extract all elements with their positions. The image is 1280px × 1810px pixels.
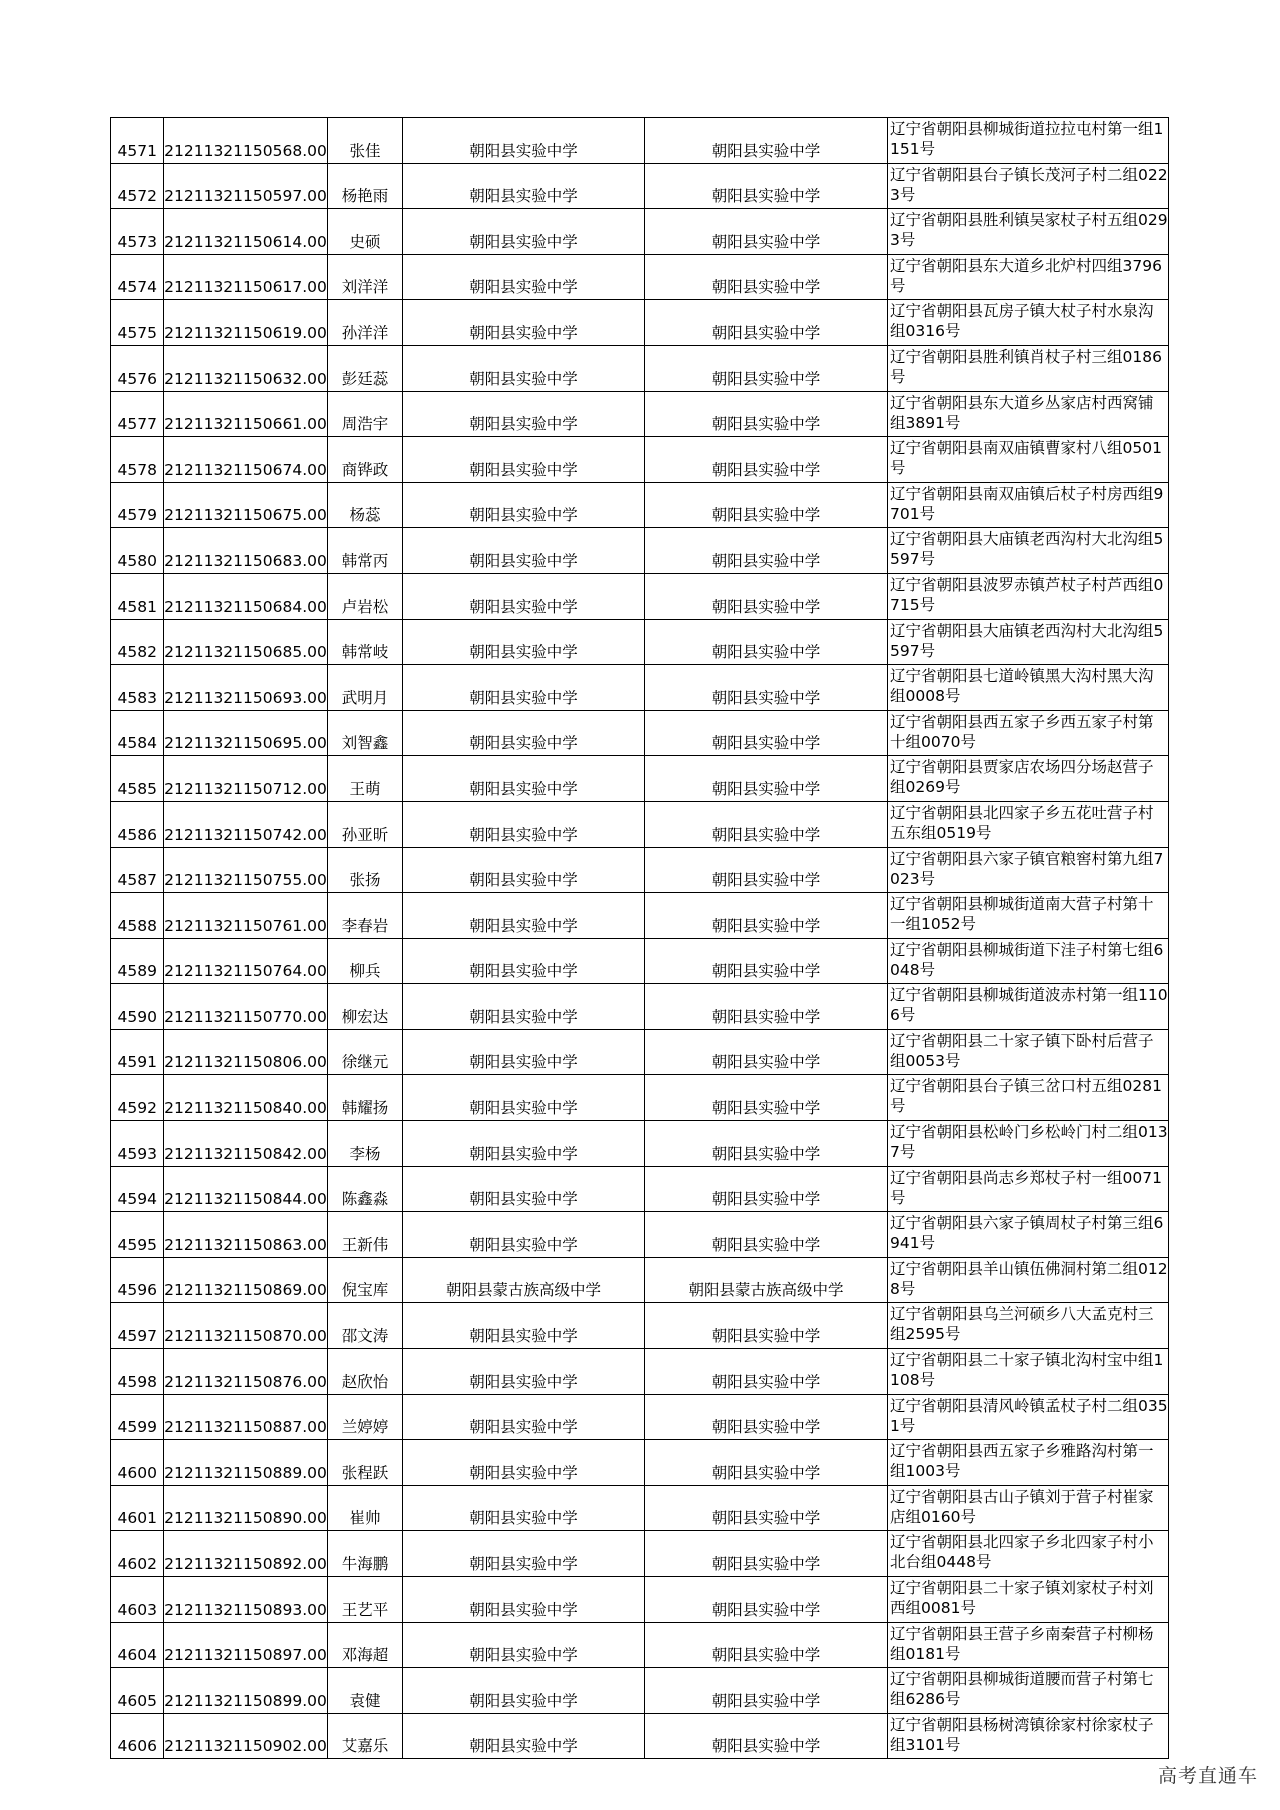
row-number-cell: 4584 xyxy=(111,710,164,756)
table-row xyxy=(111,756,1169,802)
table-row xyxy=(111,573,1169,619)
exam-id-cell: 21211321150887.00 xyxy=(164,1394,328,1440)
row-number-cell: 4581 xyxy=(111,573,164,619)
home-address-cell: 辽宁省朝阳县北四家子乡五花吐营子村五东组0519号 xyxy=(888,801,1169,847)
exam-id-cell: 21211321150869.00 xyxy=(164,1257,328,1303)
exam-id-cell: 21211321150806.00 xyxy=(164,1029,328,1075)
admitted-school-cell: 朝阳县实验中学 xyxy=(645,619,888,665)
admitted-school-cell: 朝阳县实验中学 xyxy=(645,1394,888,1440)
graduating-school-cell: 朝阳县实验中学 xyxy=(403,300,645,346)
home-address-cell: 辽宁省朝阳县王营子乡南秦营子村柳杨组0181号 xyxy=(888,1622,1169,1668)
row-number-cell: 4596 xyxy=(111,1257,164,1303)
table-row xyxy=(111,801,1169,847)
graduating-school-cell: 朝阳县实验中学 xyxy=(403,163,645,209)
student-name-cell: 兰婷婷 xyxy=(328,1394,403,1440)
table-row xyxy=(111,1166,1169,1212)
admitted-school-cell: 朝阳县实验中学 xyxy=(645,710,888,756)
graduating-school-cell: 朝阳县实验中学 xyxy=(403,1075,645,1121)
home-address-cell: 辽宁省朝阳县柳城街道南大营子村第十一组1052号 xyxy=(888,893,1169,939)
admitted-school-cell: 朝阳县实验中学 xyxy=(645,1485,888,1531)
graduating-school-cell: 朝阳县实验中学 xyxy=(403,209,645,255)
admitted-school-cell: 朝阳县实验中学 xyxy=(645,1075,888,1121)
row-number-cell: 4580 xyxy=(111,528,164,574)
graduating-school-cell: 朝阳县实验中学 xyxy=(403,1440,645,1486)
admitted-school-cell: 朝阳县实验中学 xyxy=(645,1531,888,1577)
table-row xyxy=(111,984,1169,1030)
exam-id-cell: 21211321150893.00 xyxy=(164,1577,328,1623)
table-row xyxy=(111,1531,1169,1577)
row-number-cell: 4602 xyxy=(111,1531,164,1577)
table-row xyxy=(111,1121,1169,1167)
admitted-school-cell: 朝阳县实验中学 xyxy=(645,1668,888,1714)
table-row xyxy=(111,254,1169,300)
exam-id-cell: 21211321150755.00 xyxy=(164,847,328,893)
table-row xyxy=(111,118,1169,164)
admitted-school-cell: 朝阳县实验中学 xyxy=(645,801,888,847)
row-number-cell: 4601 xyxy=(111,1485,164,1531)
student-name-cell: 商铧政 xyxy=(328,437,403,483)
table-row xyxy=(111,665,1169,711)
admitted-school-cell: 朝阳县实验中学 xyxy=(645,1622,888,1668)
admission-table xyxy=(110,117,1169,1759)
admitted-school-cell: 朝阳县实验中学 xyxy=(645,118,888,164)
graduating-school-cell: 朝阳县实验中学 xyxy=(403,984,645,1030)
student-name-cell: 徐继元 xyxy=(328,1029,403,1075)
admitted-school-cell: 朝阳县蒙古族高级中学 xyxy=(645,1257,888,1303)
row-number-cell: 4577 xyxy=(111,391,164,437)
admitted-school-cell: 朝阳县实验中学 xyxy=(645,1121,888,1167)
exam-id-cell: 21211321150632.00 xyxy=(164,345,328,391)
row-number-cell: 4576 xyxy=(111,345,164,391)
student-name-cell: 孙亚昕 xyxy=(328,801,403,847)
home-address-cell: 辽宁省朝阳县大庙镇老西沟村大北沟组5597号 xyxy=(888,528,1169,574)
table-row xyxy=(111,1485,1169,1531)
home-address-cell: 辽宁省朝阳县台子镇三岔口村五组0281号 xyxy=(888,1075,1169,1121)
exam-id-cell: 21211321150902.00 xyxy=(164,1713,328,1759)
table-row xyxy=(111,1713,1169,1759)
graduating-school-cell: 朝阳县实验中学 xyxy=(403,893,645,939)
home-address-cell: 辽宁省朝阳县大庙镇老西沟村大北沟组5597号 xyxy=(888,619,1169,665)
graduating-school-cell: 朝阳县蒙古族高级中学 xyxy=(403,1257,645,1303)
exam-id-cell: 21211321150614.00 xyxy=(164,209,328,255)
admitted-school-cell: 朝阳县实验中学 xyxy=(645,938,888,984)
graduating-school-cell: 朝阳县实验中学 xyxy=(403,1121,645,1167)
table-row xyxy=(111,1394,1169,1440)
student-name-cell: 邓海超 xyxy=(328,1622,403,1668)
admitted-school-cell: 朝阳县实验中学 xyxy=(645,1440,888,1486)
home-address-cell: 辽宁省朝阳县南双庙镇后杖子村房西组9701号 xyxy=(888,482,1169,528)
table-row xyxy=(111,1075,1169,1121)
watermark: 高考直通车 xyxy=(1157,1765,1258,1787)
student-name-cell: 王艺平 xyxy=(328,1577,403,1623)
student-name-cell: 柳兵 xyxy=(328,938,403,984)
exam-id-cell: 21211321150661.00 xyxy=(164,391,328,437)
row-number-cell: 4579 xyxy=(111,482,164,528)
graduating-school-cell: 朝阳县实验中学 xyxy=(403,1713,645,1759)
admission-table-sheet xyxy=(110,117,1168,1759)
row-number-cell: 4588 xyxy=(111,893,164,939)
admitted-school-cell: 朝阳县实验中学 xyxy=(645,573,888,619)
exam-id-cell: 21211321150890.00 xyxy=(164,1485,328,1531)
row-number-cell: 4582 xyxy=(111,619,164,665)
graduating-school-cell: 朝阳县实验中学 xyxy=(403,1166,645,1212)
exam-id-cell: 21211321150674.00 xyxy=(164,437,328,483)
graduating-school-cell: 朝阳县实验中学 xyxy=(403,1394,645,1440)
graduating-school-cell: 朝阳县实验中学 xyxy=(403,391,645,437)
table-row xyxy=(111,163,1169,209)
student-name-cell: 张佳 xyxy=(328,118,403,164)
student-name-cell: 韩常丙 xyxy=(328,528,403,574)
table-row xyxy=(111,345,1169,391)
table-row xyxy=(111,619,1169,665)
admitted-school-cell: 朝阳县实验中学 xyxy=(645,163,888,209)
exam-id-cell: 21211321150597.00 xyxy=(164,163,328,209)
row-number-cell: 4583 xyxy=(111,665,164,711)
home-address-cell: 辽宁省朝阳县柳城街道腰而营子村第七组6286号 xyxy=(888,1668,1169,1714)
admitted-school-cell: 朝阳县实验中学 xyxy=(645,665,888,711)
exam-id-cell: 21211321150889.00 xyxy=(164,1440,328,1486)
student-name-cell: 倪宝库 xyxy=(328,1257,403,1303)
exam-id-cell: 21211321150892.00 xyxy=(164,1531,328,1577)
exam-id-cell: 21211321150675.00 xyxy=(164,482,328,528)
exam-id-cell: 21211321150844.00 xyxy=(164,1166,328,1212)
table-row xyxy=(111,1257,1169,1303)
student-name-cell: 杨艳雨 xyxy=(328,163,403,209)
table-row xyxy=(111,1577,1169,1623)
row-number-cell: 4606 xyxy=(111,1713,164,1759)
row-number-cell: 4578 xyxy=(111,437,164,483)
admitted-school-cell: 朝阳县实验中学 xyxy=(645,528,888,574)
row-number-cell: 4604 xyxy=(111,1622,164,1668)
student-name-cell: 邵文涛 xyxy=(328,1303,403,1349)
student-name-cell: 李杨 xyxy=(328,1121,403,1167)
table-row xyxy=(111,1029,1169,1075)
admitted-school-cell: 朝阳县实验中学 xyxy=(645,437,888,483)
home-address-cell: 辽宁省朝阳县二十家子镇下卧村后营子组0053号 xyxy=(888,1029,1169,1075)
row-number-cell: 4594 xyxy=(111,1166,164,1212)
graduating-school-cell: 朝阳县实验中学 xyxy=(403,801,645,847)
graduating-school-cell: 朝阳县实验中学 xyxy=(403,710,645,756)
row-number-cell: 4590 xyxy=(111,984,164,1030)
graduating-school-cell: 朝阳县实验中学 xyxy=(403,938,645,984)
table-row xyxy=(111,847,1169,893)
graduating-school-cell: 朝阳县实验中学 xyxy=(403,756,645,802)
admitted-school-cell: 朝阳县实验中学 xyxy=(645,984,888,1030)
table-row xyxy=(111,893,1169,939)
graduating-school-cell: 朝阳县实验中学 xyxy=(403,1577,645,1623)
table-row xyxy=(111,1303,1169,1349)
graduating-school-cell: 朝阳县实验中学 xyxy=(403,1485,645,1531)
table-row xyxy=(111,710,1169,756)
graduating-school-cell: 朝阳县实验中学 xyxy=(403,118,645,164)
admitted-school-cell: 朝阳县实验中学 xyxy=(645,482,888,528)
student-name-cell: 杨蕊 xyxy=(328,482,403,528)
row-number-cell: 4589 xyxy=(111,938,164,984)
exam-id-cell: 21211321150742.00 xyxy=(164,801,328,847)
table-row xyxy=(111,1668,1169,1714)
home-address-cell: 辽宁省朝阳县南双庙镇曹家村八组0501号 xyxy=(888,437,1169,483)
exam-id-cell: 21211321150617.00 xyxy=(164,254,328,300)
exam-id-cell: 21211321150764.00 xyxy=(164,938,328,984)
admitted-school-cell: 朝阳县实验中学 xyxy=(645,300,888,346)
table-row xyxy=(111,482,1169,528)
student-name-cell: 柳宏达 xyxy=(328,984,403,1030)
home-address-cell: 辽宁省朝阳县波罗赤镇芦杖子村芦西组0715号 xyxy=(888,573,1169,619)
graduating-school-cell: 朝阳县实验中学 xyxy=(403,1531,645,1577)
graduating-school-cell: 朝阳县实验中学 xyxy=(403,528,645,574)
table-row xyxy=(111,1212,1169,1258)
admitted-school-cell: 朝阳县实验中学 xyxy=(645,847,888,893)
exam-id-cell: 21211321150870.00 xyxy=(164,1303,328,1349)
exam-id-cell: 21211321150712.00 xyxy=(164,756,328,802)
home-address-cell: 辽宁省朝阳县松岭门乡松岭门村二组0137号 xyxy=(888,1121,1169,1167)
row-number-cell: 4591 xyxy=(111,1029,164,1075)
row-number-cell: 4586 xyxy=(111,801,164,847)
home-address-cell: 辽宁省朝阳县乌兰河硕乡八大孟克村三组2595号 xyxy=(888,1303,1169,1349)
admitted-school-cell: 朝阳县实验中学 xyxy=(645,1577,888,1623)
home-address-cell: 辽宁省朝阳县羊山镇伍佛洞村第二组0128号 xyxy=(888,1257,1169,1303)
exam-id-cell: 21211321150863.00 xyxy=(164,1212,328,1258)
admitted-school-cell: 朝阳县实验中学 xyxy=(645,1349,888,1395)
home-address-cell: 辽宁省朝阳县北四家子乡北四家子村小北台组0448号 xyxy=(888,1531,1169,1577)
graduating-school-cell: 朝阳县实验中学 xyxy=(403,1349,645,1395)
exam-id-cell: 21211321150568.00 xyxy=(164,118,328,164)
row-number-cell: 4595 xyxy=(111,1212,164,1258)
exam-id-cell: 21211321150899.00 xyxy=(164,1668,328,1714)
row-number-cell: 4575 xyxy=(111,300,164,346)
home-address-cell: 辽宁省朝阳县东大道乡丛家店村西窝铺组3891号 xyxy=(888,391,1169,437)
table-row xyxy=(111,938,1169,984)
graduating-school-cell: 朝阳县实验中学 xyxy=(403,254,645,300)
home-address-cell: 辽宁省朝阳县瓦房子镇大杖子村水泉沟组0316号 xyxy=(888,300,1169,346)
student-name-cell: 牛海鹏 xyxy=(328,1531,403,1577)
row-number-cell: 4603 xyxy=(111,1577,164,1623)
student-name-cell: 赵欣怡 xyxy=(328,1349,403,1395)
student-name-cell: 袁健 xyxy=(328,1668,403,1714)
exam-id-cell: 21211321150684.00 xyxy=(164,573,328,619)
graduating-school-cell: 朝阳县实验中学 xyxy=(403,1029,645,1075)
row-number-cell: 4592 xyxy=(111,1075,164,1121)
row-number-cell: 4597 xyxy=(111,1303,164,1349)
home-address-cell: 辽宁省朝阳县胜利镇吴家杖子村五组0293号 xyxy=(888,209,1169,255)
row-number-cell: 4585 xyxy=(111,756,164,802)
admitted-school-cell: 朝阳县实验中学 xyxy=(645,209,888,255)
student-name-cell: 韩常岐 xyxy=(328,619,403,665)
graduating-school-cell: 朝阳县实验中学 xyxy=(403,619,645,665)
student-name-cell: 周浩宇 xyxy=(328,391,403,437)
student-name-cell: 刘洋洋 xyxy=(328,254,403,300)
graduating-school-cell: 朝阳县实验中学 xyxy=(403,1668,645,1714)
student-name-cell: 彭廷蕊 xyxy=(328,345,403,391)
table-row xyxy=(111,1440,1169,1486)
row-number-cell: 4599 xyxy=(111,1394,164,1440)
admitted-school-cell: 朝阳县实验中学 xyxy=(645,1713,888,1759)
home-address-cell: 辽宁省朝阳县柳城街道下洼子村第七组6048号 xyxy=(888,938,1169,984)
home-address-cell: 辽宁省朝阳县台子镇长茂河子村二组0223号 xyxy=(888,163,1169,209)
student-name-cell: 武明月 xyxy=(328,665,403,711)
admitted-school-cell: 朝阳县实验中学 xyxy=(645,756,888,802)
row-number-cell: 4572 xyxy=(111,163,164,209)
graduating-school-cell: 朝阳县实验中学 xyxy=(403,437,645,483)
exam-id-cell: 21211321150897.00 xyxy=(164,1622,328,1668)
admitted-school-cell: 朝阳县实验中学 xyxy=(645,1166,888,1212)
exam-id-cell: 21211321150761.00 xyxy=(164,893,328,939)
home-address-cell: 辽宁省朝阳县贾家店农场四分场赵营子组0269号 xyxy=(888,756,1169,802)
admitted-school-cell: 朝阳县实验中学 xyxy=(645,345,888,391)
exam-id-cell: 21211321150770.00 xyxy=(164,984,328,1030)
exam-id-cell: 21211321150685.00 xyxy=(164,619,328,665)
home-address-cell: 辽宁省朝阳县杨树湾镇徐家村徐家杖子组3101号 xyxy=(888,1713,1169,1759)
graduating-school-cell: 朝阳县实验中学 xyxy=(403,573,645,619)
graduating-school-cell: 朝阳县实验中学 xyxy=(403,1212,645,1258)
home-address-cell: 辽宁省朝阳县六家子镇官粮窖村第九组7023号 xyxy=(888,847,1169,893)
home-address-cell: 辽宁省朝阳县柳城街道波赤村第一组1106号 xyxy=(888,984,1169,1030)
home-address-cell: 辽宁省朝阳县古山子镇刘于营子村崔家店组0160号 xyxy=(888,1485,1169,1531)
graduating-school-cell: 朝阳县实验中学 xyxy=(403,345,645,391)
table-body xyxy=(111,118,1169,1759)
row-number-cell: 4598 xyxy=(111,1349,164,1395)
admitted-school-cell: 朝阳县实验中学 xyxy=(645,391,888,437)
student-name-cell: 陈鑫淼 xyxy=(328,1166,403,1212)
table-row xyxy=(111,1349,1169,1395)
home-address-cell: 辽宁省朝阳县清风岭镇孟杖子村二组0351号 xyxy=(888,1394,1169,1440)
table-row xyxy=(111,528,1169,574)
row-number-cell: 4593 xyxy=(111,1121,164,1167)
student-name-cell: 王新伟 xyxy=(328,1212,403,1258)
graduating-school-cell: 朝阳县实验中学 xyxy=(403,482,645,528)
admitted-school-cell: 朝阳县实验中学 xyxy=(645,254,888,300)
student-name-cell: 李春岩 xyxy=(328,893,403,939)
home-address-cell: 辽宁省朝阳县二十家子镇刘家杖子村刘西组0081号 xyxy=(888,1577,1169,1623)
exam-id-cell: 21211321150840.00 xyxy=(164,1075,328,1121)
home-address-cell: 辽宁省朝阳县七道岭镇黑大沟村黑大沟组0008号 xyxy=(888,665,1169,711)
row-number-cell: 4587 xyxy=(111,847,164,893)
home-address-cell: 辽宁省朝阳县尚志乡郑杖子村一组0071号 xyxy=(888,1166,1169,1212)
exam-id-cell: 21211321150619.00 xyxy=(164,300,328,346)
home-address-cell: 辽宁省朝阳县柳城街道拉拉屯村第一组1151号 xyxy=(888,118,1169,164)
student-name-cell: 张程跃 xyxy=(328,1440,403,1486)
table-row xyxy=(111,1622,1169,1668)
graduating-school-cell: 朝阳县实验中学 xyxy=(403,665,645,711)
admitted-school-cell: 朝阳县实验中学 xyxy=(645,1029,888,1075)
exam-id-cell: 21211321150842.00 xyxy=(164,1121,328,1167)
student-name-cell: 史硕 xyxy=(328,209,403,255)
exam-id-cell: 21211321150683.00 xyxy=(164,528,328,574)
student-name-cell: 孙洋洋 xyxy=(328,300,403,346)
student-name-cell: 卢岩松 xyxy=(328,573,403,619)
table-row xyxy=(111,209,1169,255)
exam-id-cell: 21211321150695.00 xyxy=(164,710,328,756)
home-address-cell: 辽宁省朝阳县东大道乡北炉村四组3796号 xyxy=(888,254,1169,300)
student-name-cell: 崔帅 xyxy=(328,1485,403,1531)
home-address-cell: 辽宁省朝阳县胜利镇肖杖子村三组0186号 xyxy=(888,345,1169,391)
row-number-cell: 4574 xyxy=(111,254,164,300)
row-number-cell: 4571 xyxy=(111,118,164,164)
table-row xyxy=(111,300,1169,346)
graduating-school-cell: 朝阳县实验中学 xyxy=(403,847,645,893)
admitted-school-cell: 朝阳县实验中学 xyxy=(645,893,888,939)
table-row xyxy=(111,437,1169,483)
home-address-cell: 辽宁省朝阳县西五家子乡雅路沟村第一组1003号 xyxy=(888,1440,1169,1486)
student-name-cell: 刘智鑫 xyxy=(328,710,403,756)
exam-id-cell: 21211321150693.00 xyxy=(164,665,328,711)
row-number-cell: 4600 xyxy=(111,1440,164,1486)
home-address-cell: 辽宁省朝阳县西五家子乡西五家子村第十组0070号 xyxy=(888,710,1169,756)
admitted-school-cell: 朝阳县实验中学 xyxy=(645,1212,888,1258)
admitted-school-cell: 朝阳县实验中学 xyxy=(645,1303,888,1349)
graduating-school-cell: 朝阳县实验中学 xyxy=(403,1303,645,1349)
student-name-cell: 张扬 xyxy=(328,847,403,893)
student-name-cell: 艾嘉乐 xyxy=(328,1713,403,1759)
student-name-cell: 王萌 xyxy=(328,756,403,802)
student-name-cell: 韩耀扬 xyxy=(328,1075,403,1121)
graduating-school-cell: 朝阳县实验中学 xyxy=(403,1622,645,1668)
home-address-cell: 辽宁省朝阳县六家子镇周杖子村第三组6941号 xyxy=(888,1212,1169,1258)
exam-id-cell: 21211321150876.00 xyxy=(164,1349,328,1395)
home-address-cell: 辽宁省朝阳县二十家子镇北沟村宝中组1108号 xyxy=(888,1349,1169,1395)
row-number-cell: 4573 xyxy=(111,209,164,255)
table-row xyxy=(111,391,1169,437)
row-number-cell: 4605 xyxy=(111,1668,164,1714)
